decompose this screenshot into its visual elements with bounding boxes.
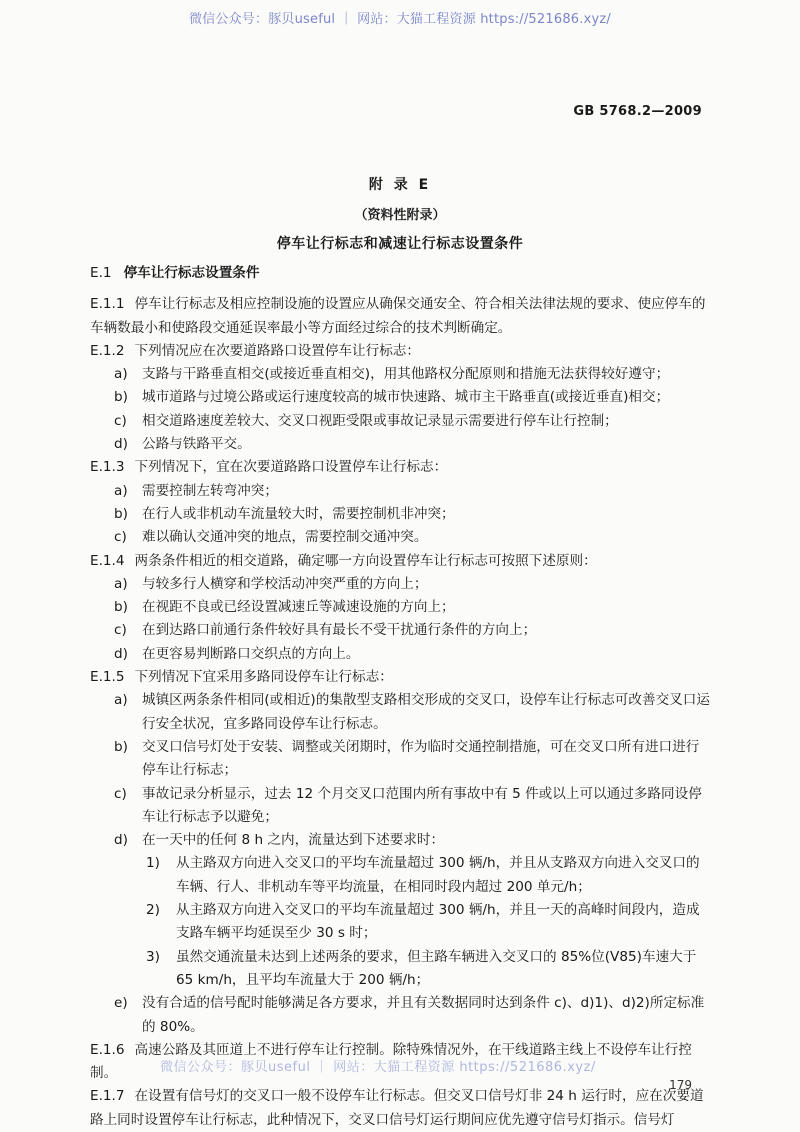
item-label: b) — [114, 389, 128, 406]
subitem-text: 从主路双方向进入交叉口的平均车流量超过 300 辆/h，并且一天的高峰时间段内，造成支路车辆平均延误至少 30 s 时； — [176, 902, 700, 942]
list-item — [90, 503, 710, 526]
clause — [90, 1085, 710, 1132]
item-label: c) — [114, 785, 127, 802]
list-item — [90, 526, 710, 549]
clause — [90, 550, 710, 573]
list-item — [90, 643, 710, 666]
list-item — [90, 386, 710, 409]
section-number: E.1 — [90, 265, 112, 281]
clause — [90, 293, 710, 340]
item-label: d) — [114, 645, 128, 662]
clause-number: E.1.2 — [90, 342, 125, 359]
item-text: 在一天中的任何 8 h 之内，流量达到下述要求时： — [142, 832, 445, 849]
document-body — [90, 262, 710, 1132]
item-text: 相交道路速度差较大、交叉口视距受限或事故记录显示需要进行停车让行控制； — [142, 412, 618, 429]
item-label: a) — [114, 366, 128, 383]
item-text: 在到达路口前通行条件较好具有最长不受干扰通行条件的方向上； — [142, 622, 537, 639]
annex-header — [0, 174, 800, 253]
clause-text: 在设置有信号灯的交叉口一般不设停车让行标志。但交叉口信号灯非 24 h 运行时，应在次要道路上同时设置停车让行标志，此种情况下，交叉口信号灯运行期间应优先遵守信号灯指示。信号灯 — [90, 1088, 704, 1128]
subitem-label: 3) — [146, 948, 160, 965]
list-item — [90, 433, 710, 456]
watermark-top: 微信公众号：豚贝useful ｜ 网站：大猫工程资源 https://521686.xyz/ — [189, 12, 611, 27]
clause — [90, 456, 710, 479]
list-item — [90, 480, 710, 503]
subitem-text: 虽然交通流量未达到上述两条的要求，但主路车辆进入交叉口的 85%位(V85)车速大于 65 km/h，且平均车流量大于 200 辆/h； — [176, 948, 697, 988]
item-label: e) — [114, 995, 128, 1012]
item-label: c) — [114, 529, 127, 546]
item-label: b) — [114, 599, 128, 616]
item-text: 与较多行人横穿和学校活动冲突严重的方向上； — [142, 575, 428, 592]
list-item — [90, 573, 710, 596]
list-item — [90, 410, 710, 433]
clause-number: E.1.1 — [90, 296, 125, 313]
subitem-text: 从主路双方向进入交叉口的平均车流量超过 300 辆/h，并且从支路双方向进入交叉口的车辆、行人、非机动车等平均流量，在相同时段内超过 200 单元/h； — [176, 855, 700, 895]
item-text: 在更容易判断路口交织点的方向上。 — [142, 645, 360, 662]
item-text: 城镇区两条条件相同(或相近)的集散型支路相交形成的交叉口，设停车让行标志可改善交叉口运行安全状况，宜多路同设停车让行标志。 — [142, 692, 710, 732]
item-text: 事故记录分析显示，过去 12 个月交叉口范围内所有事故中有 5 件或以上可以通过多路同设停车让行标志予以避免； — [142, 785, 702, 825]
clause-number: E.1.5 — [90, 669, 125, 686]
clause-text: 下列情况下宜采用多路同设停车让行标志： — [134, 669, 393, 686]
item-label: d) — [114, 832, 128, 849]
annex-title: 停车让行标志和减速让行标志设置条件 — [276, 236, 524, 252]
subitem-label: 2) — [146, 902, 160, 919]
watermark-bottom: 微信公众号：豚贝useful ｜ 网站：大猫工程资源 https://521686.xyz/ — [160, 1060, 596, 1075]
sub-list-item — [90, 946, 710, 993]
list-item — [90, 619, 710, 642]
item-label: a) — [114, 482, 128, 499]
item-label: a) — [114, 692, 128, 709]
item-text: 没有合适的信号配时能够满足各方要求，并且有关数据同时达到条件 c)、d)1)、d)2)所定标准的 80%。 — [142, 995, 705, 1035]
list-item — [90, 736, 710, 783]
item-text: 需要控制左转弯冲突； — [142, 482, 278, 499]
clause-number: E.1.6 — [90, 1041, 125, 1058]
clause-text: 高速公路及其匝道上不进行停车让行控制。除特殊情况外，在干线道路主线上不设停车让行控制。 — [90, 1041, 692, 1082]
list-item — [90, 363, 710, 386]
annex-type: （资料性附录） — [354, 208, 446, 223]
clause — [90, 340, 710, 363]
item-text: 难以确认交通冲突的地点，需要控制交通冲突。 — [142, 529, 428, 546]
item-text: 在视距不良或已经设置减速丘等减速设施的方向上； — [142, 599, 455, 616]
item-text: 在行人或非机动车流量较大时，需要控制机非冲突； — [142, 505, 455, 522]
clause-number: E.1.7 — [90, 1088, 125, 1105]
sub-list-item — [90, 899, 710, 946]
list-item — [90, 829, 710, 852]
clause-text: 停车让行标志及相应控制设施的设置应从确保交通安全、符合相关法律法规的要求、使应停车的车辆数最小和使路段交通延误率最小等方面经过综合的技术判断确定。 — [90, 296, 706, 336]
item-text: 支路与干路垂直相交(或接近垂直相交)，用其他路权分配原则和措施无法获得较好遵守； — [142, 366, 670, 383]
clause-text: 两条条件相近的相交道路，确定哪一方向设置停车让行标志可按照下述原则： — [134, 552, 597, 569]
section-heading — [90, 262, 710, 285]
item-label: b) — [114, 505, 128, 522]
clause-number: E.1.3 — [90, 459, 125, 476]
list-item — [90, 992, 710, 1039]
item-label: a) — [114, 575, 128, 592]
clause — [90, 666, 710, 689]
section-title: 停车让行标志设置条件 — [123, 265, 260, 281]
subitem-label: 1) — [146, 855, 160, 872]
item-label: b) — [114, 738, 128, 755]
item-label: c) — [114, 412, 127, 429]
page-number: 179 — [669, 1078, 692, 1092]
item-text: 公路与铁路平交。 — [142, 436, 251, 453]
item-text: 城市道路与过境公路或运行速度较高的城市快速路、城市主干路垂直(或接近垂直)相交； — [142, 389, 670, 406]
item-label: c) — [114, 622, 127, 639]
standard-number: GB 5768.2—2009 — [573, 104, 702, 119]
item-label: d) — [114, 436, 128, 453]
list-item — [90, 689, 710, 736]
list-item — [90, 783, 710, 830]
clause-text: 下列情况下，宜在次要道路路口设置停车让行标志： — [134, 459, 448, 476]
list-item — [90, 596, 710, 619]
sub-list-item — [90, 852, 710, 899]
clause-number: E.1.4 — [90, 552, 125, 569]
item-text: 交叉口信号灯处于安装、调整或关闭期时，作为临时交通控制措施，可在交叉口所有进口进行停车让行标志； — [142, 738, 700, 779]
annex-label: 附 录 E — [368, 177, 432, 193]
clause-text: 下列情况应在次要道路路口设置停车让行标志： — [134, 342, 420, 359]
